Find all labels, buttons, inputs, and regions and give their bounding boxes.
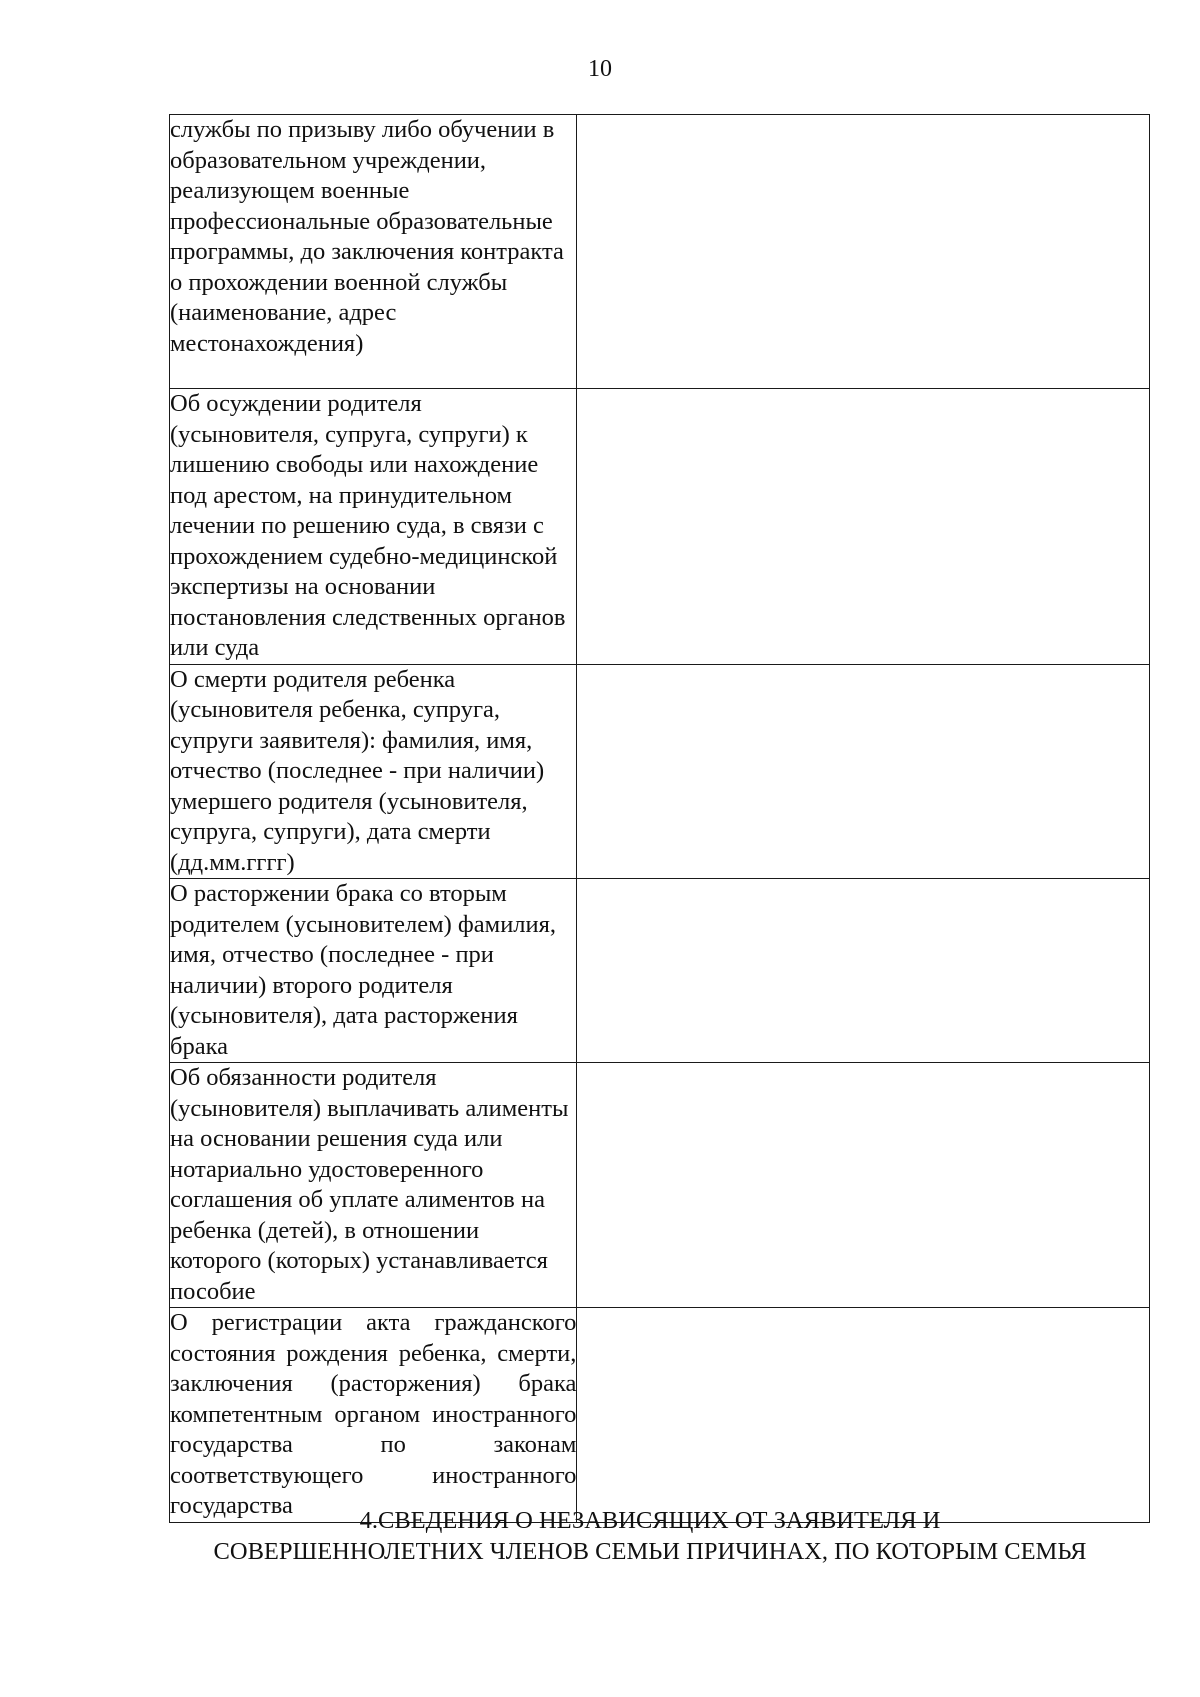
table-row xyxy=(170,389,1150,665)
row-label: Об обязанности родителя (усыновителя) выплачивать алименты на основании решения суда или нотариально удостоверенного соглашения об уплате алиментов на ребенка (детей), в отношении которого (которых) устанавливается пособие xyxy=(170,1063,577,1308)
table-row xyxy=(170,1063,1150,1308)
table-row xyxy=(170,1308,1150,1523)
section-heading-line-2: СОВЕРШЕННОЛЕТНИХ ЧЛЕНОВ СЕМЬИ ПРИЧИНАХ, ПО КОТОРЫМ СЕМЬЯ xyxy=(213,1538,1087,1565)
row-value xyxy=(577,389,1150,665)
info-table xyxy=(169,114,1150,1523)
row-label: Об осуждении родителя (усыновителя, супруга, супруги) к лишению свободы или нахождение под арестом, на принудительном лечении по решению суда, в связи с прохождением судебно-медицинской экспертизы на основании постановления следственных органов или суда xyxy=(170,389,577,665)
row-value xyxy=(577,879,1150,1063)
row-label: О регистрации акта гражданского состояния рождения ребенка, смерти, заключения (расторжения) брака компетентным органом иностранного государства по законам соответствующего иностранного государства xyxy=(170,1308,577,1523)
row-value xyxy=(577,1063,1150,1308)
page-number: 10 xyxy=(588,56,612,82)
row-label: службы по призыву либо обучении в образовательном учреждении, реализующем военные профессиональные образовательные программы, до заключения контракта о прохождении военной службы (наименование, адрес местонахождения) xyxy=(170,115,577,389)
table-row xyxy=(170,879,1150,1063)
row-label: О смерти родителя ребенка (усыновителя ребенка, супруга, супруги заявителя): фамилия, имя, отчество (последнее - при наличии) умершего родителя (усыновителя, супруга, супруги), дата смерти (дд.мм.гггг) xyxy=(170,664,577,879)
row-value xyxy=(577,664,1150,879)
table-row xyxy=(170,664,1150,879)
section-heading xyxy=(150,1505,1150,1567)
row-value xyxy=(577,1308,1150,1523)
row-value xyxy=(577,115,1150,389)
row-label: О расторжении брака со вторым родителем (усыновителем) фамилия, имя, отчество (последнее - при наличии) второго родителя (усыновителя), дата расторжения брака xyxy=(170,879,577,1063)
table-row xyxy=(170,115,1150,389)
section-heading-line-1: 4.СВЕДЕНИЯ О НЕЗАВИСЯЩИХ ОТ ЗАЯВИТЕЛЯ И xyxy=(359,1507,941,1534)
